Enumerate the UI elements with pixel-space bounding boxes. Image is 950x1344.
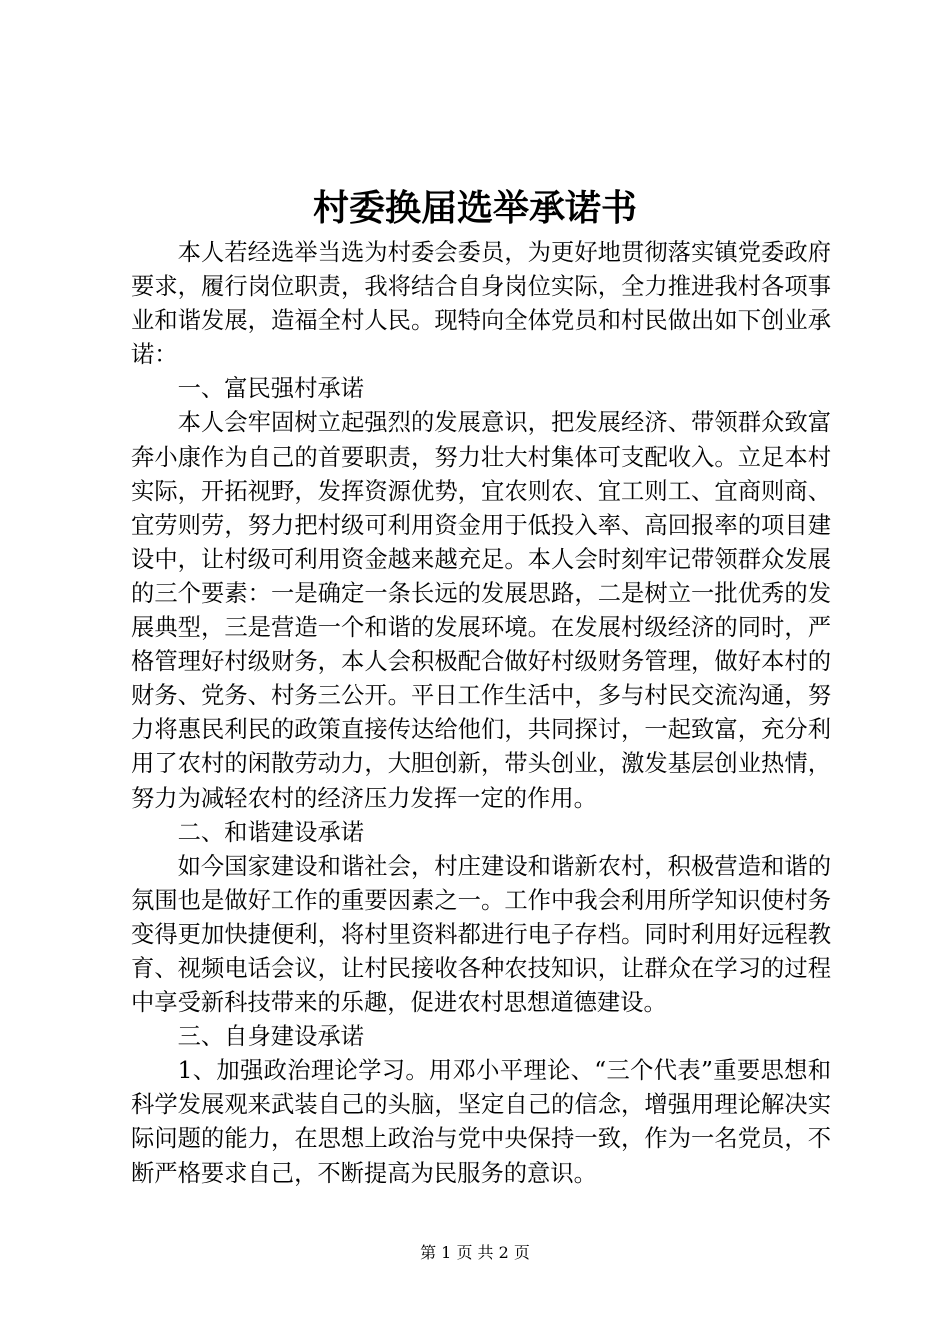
intro-paragraph: 本人若经选举当选为村委会委员，为更好地贯彻落实镇党委政府要求，履行岗位职责，我将结合自身岗位实际，全力推进我村各项事业和谐发展，造福全村人民。现特向全体党员和村民做出如下创业承诺： xyxy=(131,239,831,369)
document-body xyxy=(131,236,831,1191)
page-number-footer: 第 1 页 共 2 页 xyxy=(420,1243,530,1262)
section-heading-3: 三、自身建设承诺 xyxy=(177,1023,364,1051)
section-1-paragraph: 本人会牢固树立起强烈的发展意识，把发展经济、带领群众致富奔小康作为自己的首要职责，努力壮大村集体可支配收入。立足本村实际，开拓视野，发挥资源优势，宜农则农、宜工则工、宜商则商、宜劳则劳，努力把村级可利用资金用于低投入率、高回报率的项目建设中，让村级可利用资金越来越充足。本人会时刻牢记带领群众发展的三个要素：一是确定一条长远的发展思路，二是树立一批优秀的发展典型，三是营造一个和谐的发展环境。在发展村级经济的同时，严格管理好村级财务，本人会积极配合做好村级财务管理，做好本村的财务、党务、村务三公开。平日工作生活中，多与村民交流沟通，努力将惠民利民的政策直接传达给他们，共同探讨，一起致富，充分利用了农村的闲散劳动力，大胆创新，带头创业，激发基层创业热情，努力为减轻农村的经济压力发挥一定的作用。 xyxy=(131,409,831,812)
section-2-paragraph: 如今国家建设和谐社会，村庄建设和谐新农村，积极营造和谐的氛围也是做好工作的重要因素之一。工作中我会利用所学知识使村务变得更加快捷便利，将村里资料都进行电子存档。同时利用好远程教育、视频电话会议，让村民接收各种农技知识，让群众在学习的过程中享受新科技带来的乐趣，促进农村思想道德建设。 xyxy=(131,852,831,1017)
section-3-paragraph: 1、加强政治理论学习。用邓小平理论、“三个代表”重要思想和科学发展观来武装自己的头脑，坚定自己的信念，增强用理论解决实际问题的能力，在思想上政治与党中央保持一致，作为一名党员，不断严格要求自己，不断提高为民服务的意识。 xyxy=(131,1057,831,1187)
section-heading-2: 二、和谐建设承诺 xyxy=(177,818,364,846)
document-title: 村委换届选举承诺书 xyxy=(312,187,637,229)
section-heading-1: 一、富民强村承诺 xyxy=(177,375,364,403)
